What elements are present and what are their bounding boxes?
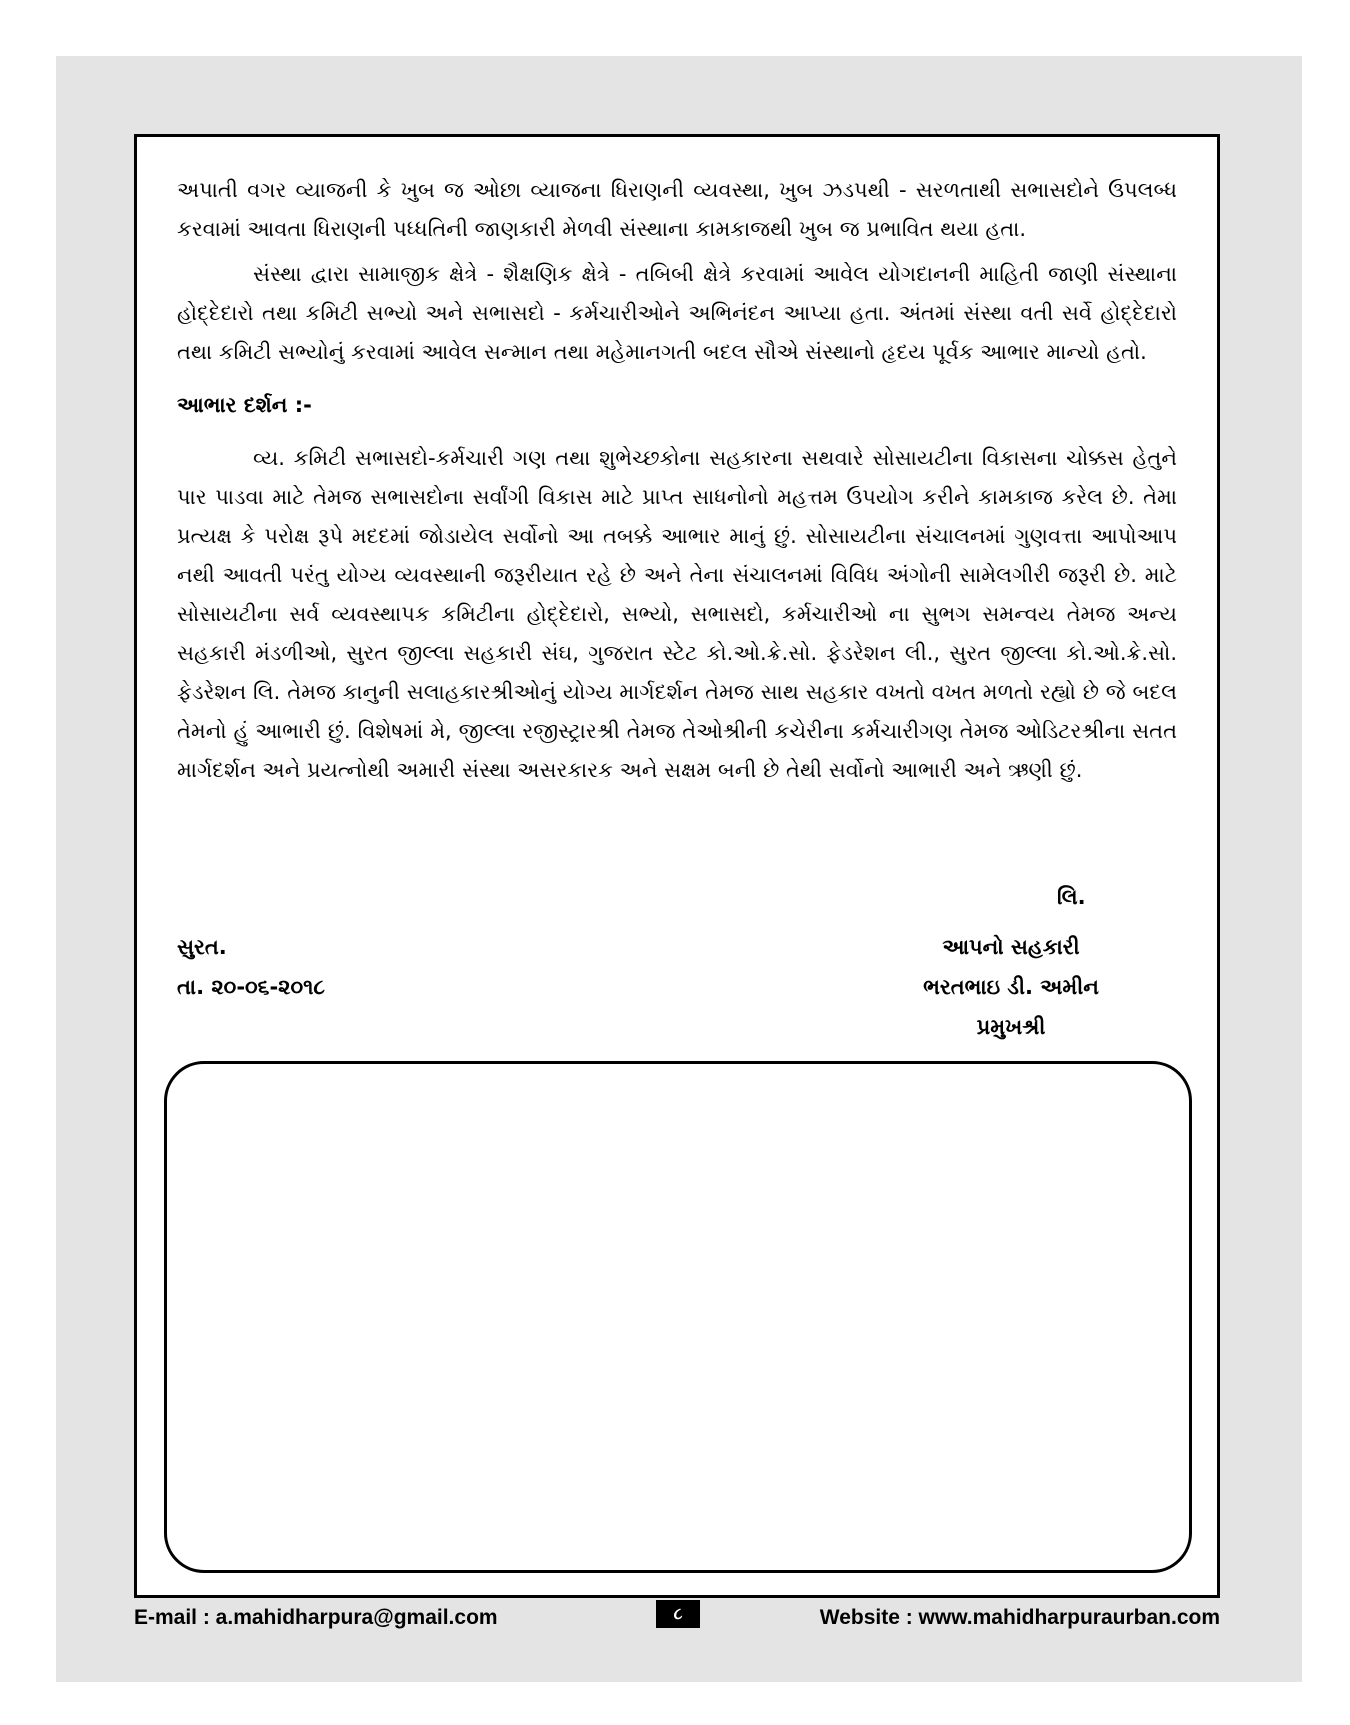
date: તા. ૨૦-૦૬-૨૦૧૮: [177, 975, 325, 999]
paragraph-2: સંસ્થા દ્વારા સામાજીક ક્ષેત્રે - શૈક્ષણિક ક્ષેત્રે - તબિબી ક્ષેત્રે કરવામાં આવેલ યોગદાનની માહિતી જાણી સંસ્થાના હોદ્દેદારો તથા કમિટી સભ્યો અને સભાસદો - કર્મચારીઓને અભિનંદન આપ્યા હતા. અંતમાં સંસ્થા વતી સર્વે હોદ્દેદારો તથા કમિટી સભ્યોનું કરવામાં આવેલ સન્માન તથા મહેમાનગતી બદલ સૌએ સંસ્થાનો હૃદય પૂર્વક આભાર માન્યો હતો.: [177, 262, 1177, 364]
place-date: [177, 927, 325, 1007]
body-text: [177, 171, 1177, 796]
page-frame: [134, 134, 1220, 1598]
signature-li: લિ.: [1057, 885, 1086, 909]
signatory-name: ભરતભાઇ ડી. અમીન: [923, 975, 1099, 999]
signatory-title: પ્રમુખશ્રી: [976, 1015, 1046, 1039]
paragraph-3: વ્ય. કમિટી સભાસદો-કર્મચારી ગણ તથા શુભેચ્છકોના સહકારના સથવારે સોસાયટીના વિકાસના ચોક્કસ હેતુને પાર પાડવા માટે તેમજ સભાસદોના સર્વાંગી વિકાસ માટે પ્રાપ્ત સાધનોનો મહત્તમ ઉપયોગ કરીને કામકાજ કરેલ છે. તેમા પ્રત્યક્ષ કે પરોક્ષ રૂપે મદદમાં જોડાયેલ સર્વોનો આ તબક્કે આભાર માનું છું. સોસાયટીના સંચાલનમાં ગુણવત્તા આપોઆપ નથી આવતી પરંતુ યોગ્ય વ્યવસ્થાની જરૂરીયાત રહે છે અને તેના સંચાલનમાં વિવિધ અંગોની સામેલગીરી જરૂરી છે. માટે સોસાયટીના સર્વ વ્યવસ્થાપક કમિટીના હોદ્દેદારો, સભ્યો, સભાસદો, કર્મચારીઓ ના સુભગ સમન્વય તેમજ અન્ય સહકારી મંડળીઓ, સુરત જીલ્લા સહકારી સંઘ, ગુજરાત સ્ટેટ કો.ઓ.ક્રે.સો. ફેડરેશન લી., સુરત જીલ્લા કો.ઓ.ક્રે.સો. ફેડરેશન લિ. તેમજ કાનુની સલાહકારશ્રીઓનું યોગ્ય માર્ગદર્શન તેમજ સાથ સહકાર વખતો વખત મળતો રહ્યો છે જે બદલ તેમનો હું આભારી છું. વિશેષમાં મે, જીલ્લા રજીસ્ટ્રારશ્રી તેમજ તેઓશ્રીની કચેરીના કર્મચારીગણ તેમજ ઓડિટરશ્રીના સતત માર્ગદર્શન અને પ્રયત્નોથી અમારી સંસ્થા અસરકારક અને સક્ષમ બની છે તેથી સર્વોનો આભારી અને ઋણી છું.: [177, 446, 1177, 782]
empty-rounded-box: [164, 1061, 1192, 1573]
signature-block: [177, 883, 1177, 1073]
page-number: ૮: [656, 1600, 700, 1628]
closing: આપનો સહકારી: [942, 935, 1080, 959]
place: સુરત.: [177, 935, 227, 959]
signatory: [891, 927, 1131, 1047]
footer-website: Website : www.mahidharpuraurban.com: [819, 1606, 1220, 1629]
footer-email: E-mail : a.mahidharpura@gmail.com: [134, 1606, 498, 1629]
section-heading: આભાર દર્શન :-: [177, 393, 312, 417]
paragraph-1: અપાતી વગર વ્યાજની કે ખુબ જ ઓછા વ્યાજના ધિરાણની વ્યવસ્થા, ખુબ ઝડપથી - સરળતાથી સભાસદોને ઉપલબ્ધ કરવામાં આવતા ધિરાણની પધ્ધતિની જાણકારી મેળવી સંસ્થાના કામકાજથી ખુબ જ પ્રભાવિત થયા હતા.: [177, 178, 1177, 241]
footer: [134, 1600, 1220, 1632]
